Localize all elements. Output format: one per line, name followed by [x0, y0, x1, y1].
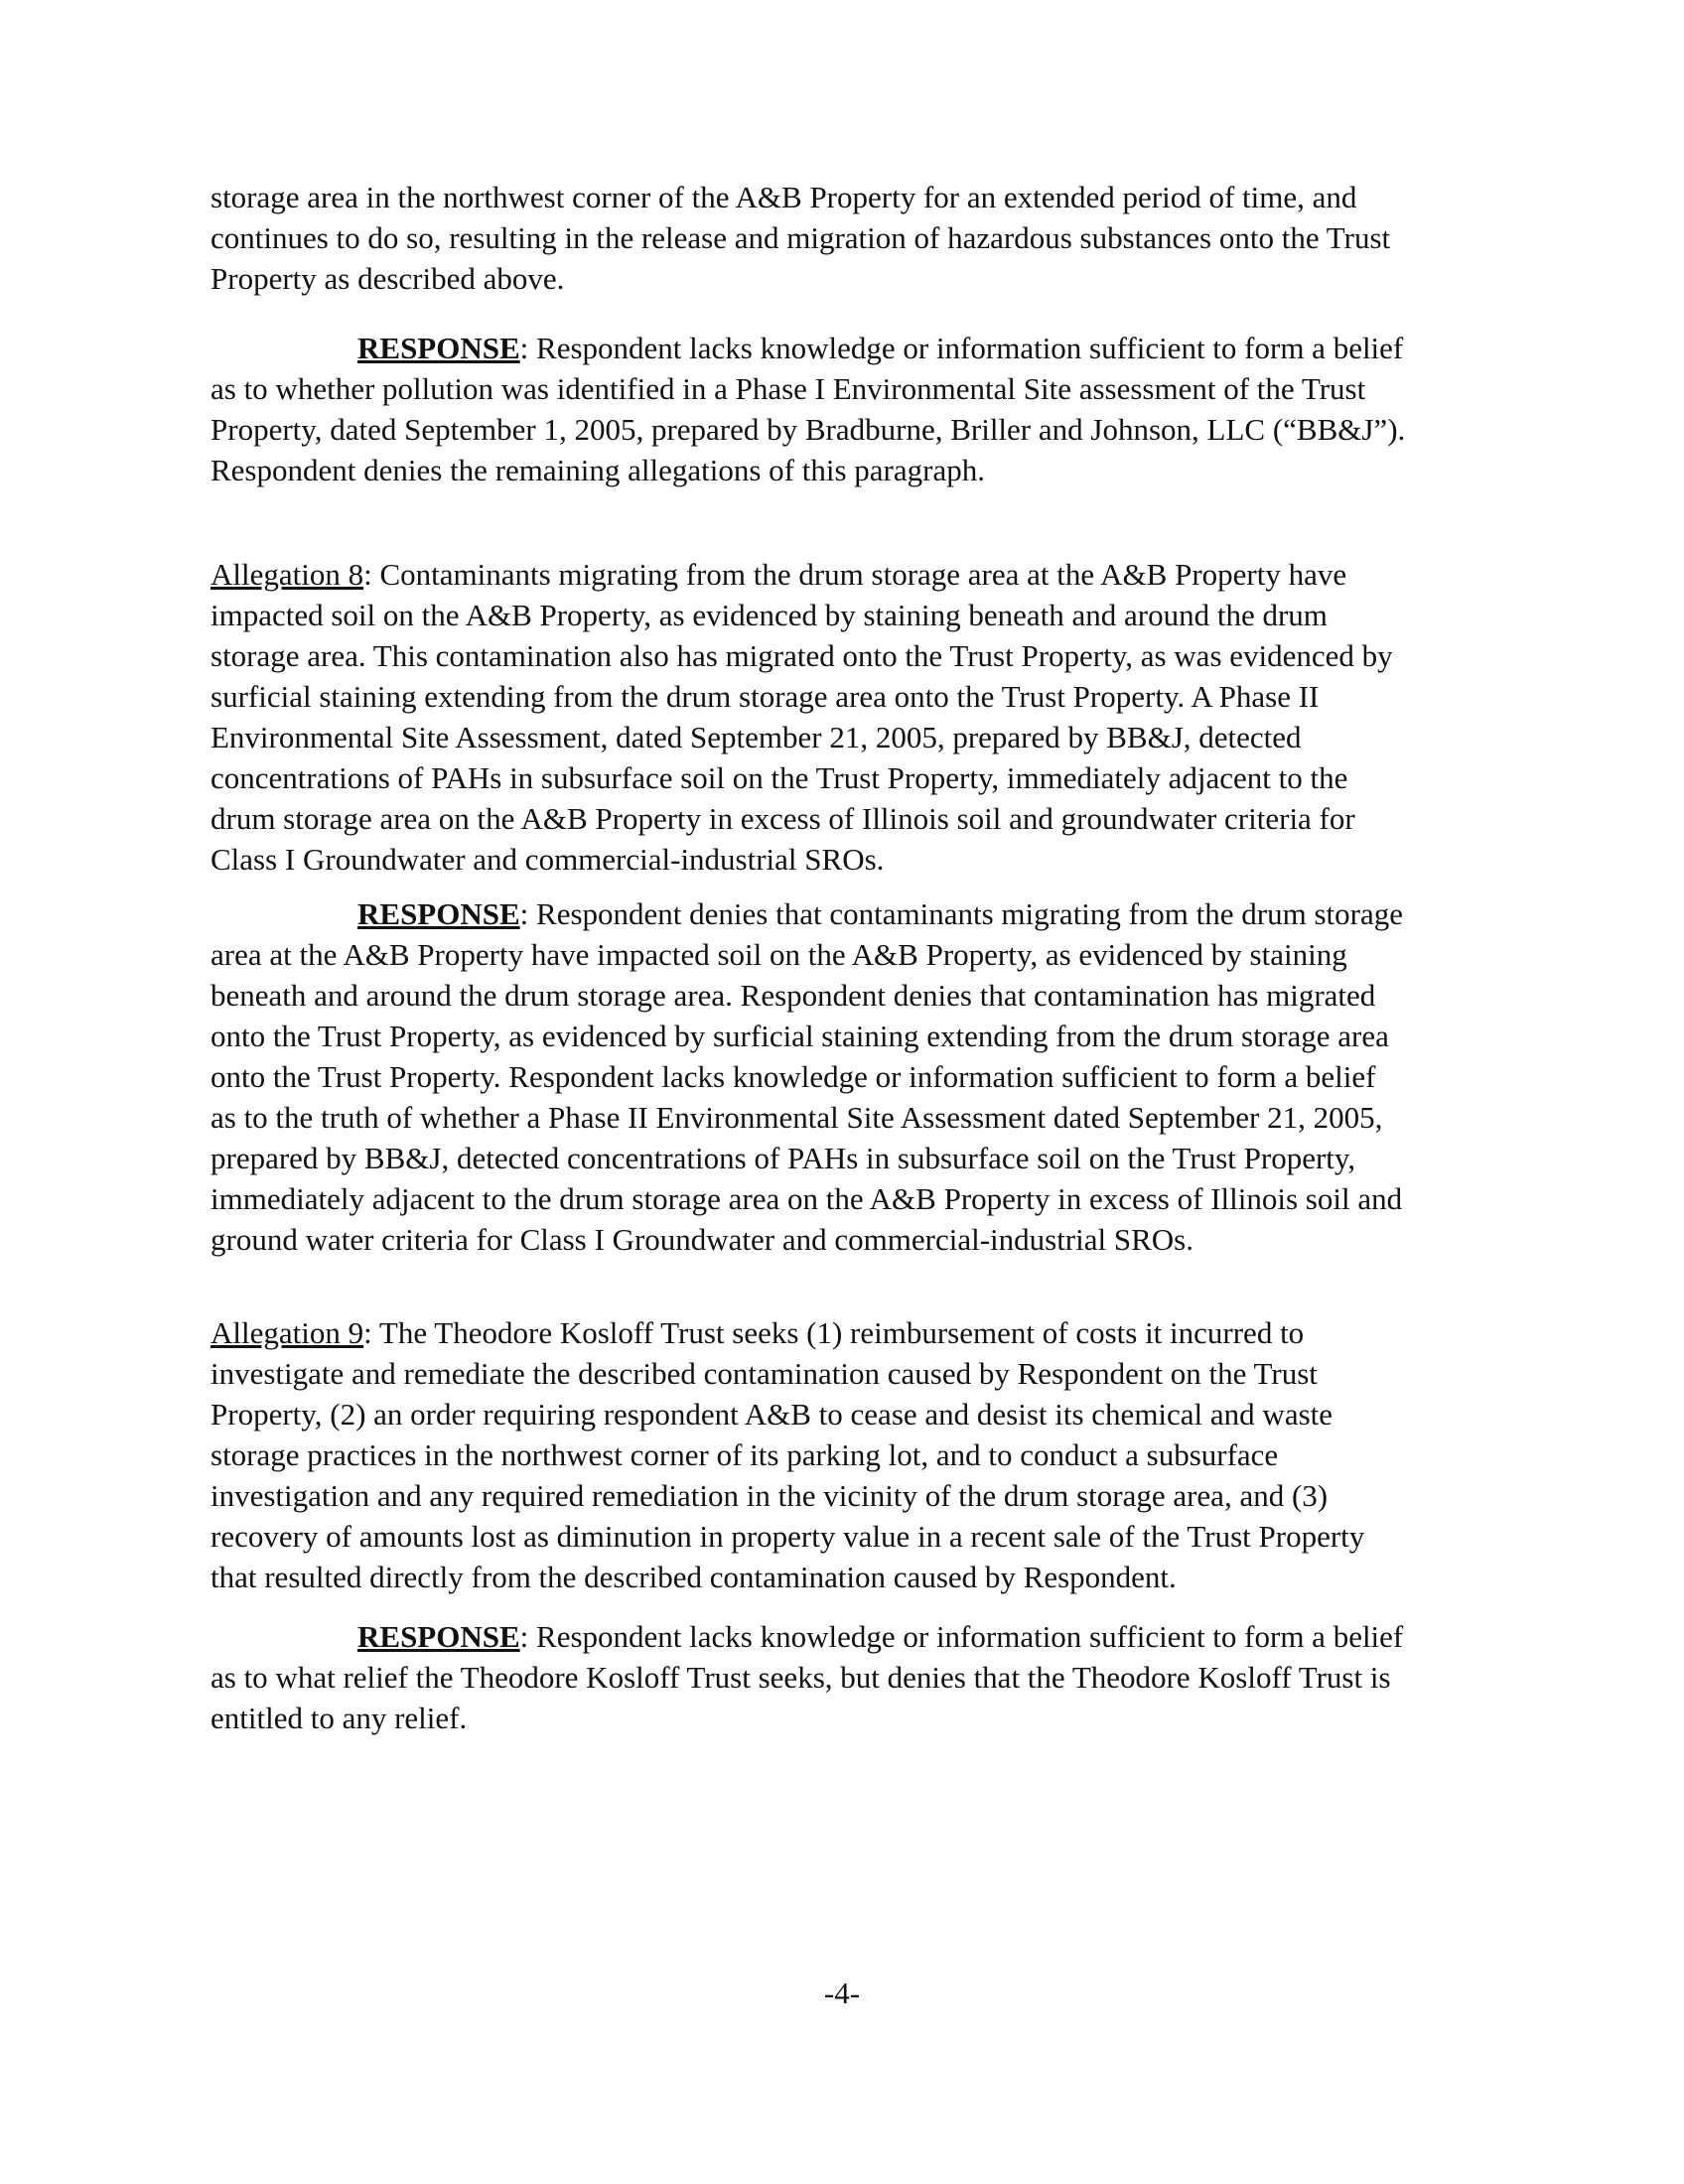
- paragraph-first-line: [210, 328, 1491, 368]
- paragraph-line: investigation and any required remediation in the vicinity of the drum storage area, and (3): [210, 1478, 1329, 1513]
- paragraph-line: ground water criteria for Class I Groundwater and commercial-industrial SROs.: [210, 1222, 1193, 1257]
- paragraph-line: investigate and remediate the described contamination caused by Respondent on the Trust: [210, 1356, 1318, 1391]
- continuation-paragraph: [210, 177, 1491, 299]
- allegation-label: Allegation 8: [210, 557, 364, 592]
- paragraph-line: storage area. This contamination also has migrated onto the Trust Property, as was evidenced by: [210, 638, 1393, 673]
- paragraph-line-rest: : Contaminants migrating from the drum storage area at the A&B Property have: [363, 557, 1347, 592]
- paragraph-line: area at the A&B Property have impacted soil on the A&B Property, as evidenced by staining: [210, 937, 1347, 972]
- paragraph-line: prepared by BB&J, detected concentrations of PAHs in subsurface soil on the Trust Property,: [210, 1141, 1356, 1175]
- paragraph-line: onto the Trust Property, as evidenced by surficial staining extending from the drum storage area: [210, 1019, 1389, 1053]
- paragraph-line-rest: : Respondent denies that contaminants migrating from the drum storage: [519, 896, 1403, 931]
- paragraph-first-line: [210, 893, 1491, 934]
- paragraph-line: concentrations of PAHs in subsurface soil on the Trust Property, immediately adjacent to the: [210, 760, 1348, 795]
- paragraph-first-line: [210, 1312, 1491, 1353]
- paragraph-first-line: [210, 554, 1491, 595]
- paragraph-line: recovery of amounts lost as diminution in property value in a recent sale of the Trust Property: [210, 1519, 1365, 1554]
- paragraph-line: as to what relief the Theodore Kosloff Trust seeks, but denies that the Theodore Kosloff Trust is: [210, 1660, 1391, 1695]
- paragraph-line: Property, (2) an order requiring respondent A&B to cease and desist its chemical and waste: [210, 1397, 1333, 1432]
- paragraph-line: that resulted directly from the described contamination caused by Respondent.: [210, 1560, 1177, 1594]
- allegation-paragraph: [210, 1312, 1491, 1597]
- page-number: -4-: [823, 1976, 861, 2010]
- paragraph-line: Class I Groundwater and commercial-industrial SROs.: [210, 842, 885, 877]
- paragraph-line: entitled to any relief.: [210, 1701, 468, 1735]
- paragraph-line-rest: : Respondent lacks knowledge or information sufficient to form a belief: [519, 331, 1404, 365]
- response-label: RESPONSE: [357, 896, 520, 931]
- response-paragraph: [210, 328, 1491, 490]
- paragraph-line: drum storage area on the A&B Property in excess of Illinois soil and groundwater criteria for: [210, 801, 1355, 836]
- paragraph-line: Property as described above.: [210, 261, 565, 296]
- paragraph-line: Property, dated September 1, 2005, prepared by Bradburne, Briller and Johnson, LLC (“BB&J”).: [210, 412, 1406, 447]
- paragraph-line: surficial staining extending from the drum storage area onto the Trust Property. A Phase II: [210, 679, 1320, 714]
- response-paragraph: [210, 893, 1491, 1260]
- paragraph-line: storage practices in the northwest corner of its parking lot, and to conduct a subsurface: [210, 1437, 1279, 1472]
- allegation-paragraph: [210, 554, 1491, 880]
- paragraph-line: immediately adjacent to the drum storage area on the A&B Property in excess of Illinois soil and: [210, 1181, 1403, 1216]
- paragraph-line-rest: : Respondent lacks knowledge or information sufficient to form a belief: [519, 1619, 1404, 1654]
- paragraph-line: storage area in the northwest corner of the A&B Property for an extended period of time, and: [210, 180, 1357, 214]
- paragraph-line: continues to do so, resulting in the release and migration of hazardous substances onto the Trust: [210, 220, 1391, 255]
- response-label: RESPONSE: [357, 331, 520, 365]
- allegation-label: Allegation 9: [210, 1315, 364, 1350]
- response-paragraph: [210, 1616, 1491, 1738]
- response-label: RESPONSE: [357, 1619, 520, 1654]
- paragraph-line: as to the truth of whether a Phase II Environmental Site Assessment dated September 21, 2005,: [210, 1100, 1383, 1135]
- paragraph-line: beneath and around the drum storage area. Respondent denies that contamination has migrated: [210, 978, 1376, 1013]
- paragraph-line: onto the Trust Property. Respondent lacks knowledge or information sufficient to form a belief: [210, 1059, 1376, 1094]
- paragraph-line: Respondent denies the remaining allegations of this paragraph.: [210, 453, 985, 487]
- paragraph-line: as to whether pollution was identified in a Phase I Environmental Site assessment of the Trust: [210, 371, 1366, 406]
- paragraph-line-rest: : The Theodore Kosloff Trust seeks (1) reimbursement of costs it incurred to: [363, 1315, 1305, 1350]
- paragraph-first-line: [210, 1616, 1491, 1657]
- paragraph-line: Environmental Site Assessment, dated September 21, 2005, prepared by BB&J, detected: [210, 720, 1302, 754]
- paragraph-line: impacted soil on the A&B Property, as evidenced by staining beneath and around the drum: [210, 598, 1328, 632]
